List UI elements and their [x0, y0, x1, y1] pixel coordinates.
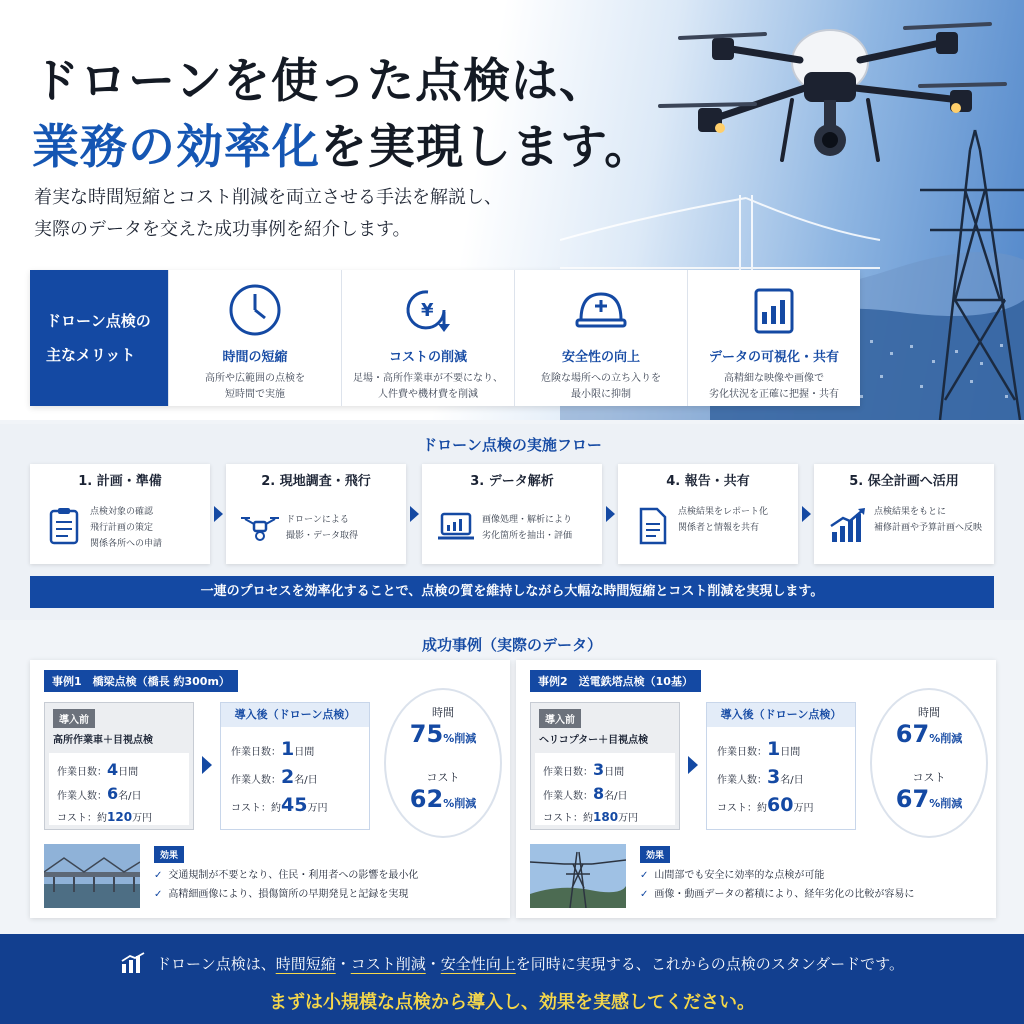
stat-value: 1 — [767, 738, 781, 760]
footer-prefix: ドローン点検は、 — [156, 955, 276, 973]
merits-label: ドローン点検の 主なメリット — [30, 270, 168, 406]
clipboard-icon — [44, 506, 84, 546]
stat-value: 180 — [593, 810, 619, 824]
stat-unit: 名/日 — [604, 791, 628, 802]
stat-cost — [57, 807, 181, 829]
effect-list — [640, 866, 914, 904]
bar-chart-icon — [120, 952, 146, 974]
step-desc: 点検結果をもとに 補修計画や予算計画へ反映 — [874, 507, 983, 533]
cost-reduction-unit: %削減 — [443, 797, 477, 810]
ring-time-value — [386, 720, 500, 753]
effect-item: ✓ 画像・動画データの蓄積により、経年劣化の比較が容易に — [640, 885, 914, 904]
merit-data — [687, 270, 860, 406]
hero-subtitle-line1: 着実な時間短縮とコスト削減を両立させる手法を解説し、 — [34, 187, 502, 208]
footer-banner — [0, 934, 1024, 1024]
flow-steps — [30, 464, 994, 564]
effect-item: ✓ 高精細画像により、損傷箇所の早期発見と記録を実現 — [154, 885, 418, 904]
flow-step-1 — [30, 464, 210, 564]
stat-value: 8 — [593, 784, 605, 803]
flow-step-3 — [422, 464, 602, 564]
merit-safety — [514, 270, 687, 406]
ring-cost-value — [872, 785, 986, 818]
yen-down-icon — [400, 282, 456, 338]
stat-unit: 日間 — [118, 767, 139, 778]
before-stats — [49, 753, 189, 825]
tower-photo — [530, 844, 626, 908]
ring-cost-value — [386, 785, 500, 818]
after-tag: 導入後（ドローン点検） — [221, 703, 369, 727]
step-title: 1. 計画・準備 — [78, 474, 162, 489]
flow-arrow-icon — [602, 464, 618, 564]
footer-highlight-time: 時間短縮 — [275, 955, 336, 973]
cost-reduction-value: 67 — [895, 785, 930, 813]
merits-panel — [30, 270, 860, 406]
ring-time-label: 時間 — [432, 706, 454, 719]
footer-highlight-cost: コスト削減 — [350, 955, 426, 973]
stat-label: 作業日数： — [231, 747, 281, 758]
stat-unit: 日間 — [604, 767, 625, 778]
stat-days — [231, 737, 327, 765]
drone-graphic — [660, 24, 1005, 160]
before-tag: 導入前 — [53, 709, 95, 728]
reduction-ring — [870, 688, 988, 838]
before-tag: 導入前 — [539, 709, 581, 728]
stat-unit: 名/日 — [294, 775, 318, 786]
stat-people — [231, 765, 327, 793]
cost-reduction-unit: %削減 — [929, 797, 963, 810]
stat-value: 1 — [281, 738, 295, 760]
stat-days — [543, 759, 667, 783]
step-desc: 画像処理・解析により 劣化箇所を抽出・評価 — [482, 515, 573, 541]
stat-label: 作業日数： — [717, 747, 767, 758]
hero-title-rest: を実現します。 — [320, 120, 653, 175]
stat-value: 3 — [593, 760, 605, 779]
reduction-ring — [384, 688, 502, 838]
effect-tag: 効果 — [640, 846, 670, 863]
case-before — [44, 702, 194, 830]
clock-icon — [227, 282, 283, 338]
time-reduction-value: 75 — [409, 720, 444, 748]
hero-title-highlight: 業務の効率化 — [32, 120, 320, 175]
helmet-icon — [573, 282, 629, 338]
merit-title: 時間の短縮 — [222, 350, 288, 365]
footer-message — [0, 952, 1024, 974]
report-icon — [632, 506, 672, 546]
case-tag: 事例2 送電鉄塔点検（10基） — [530, 670, 701, 692]
effect-item: ✓ 交通規制が不要となり、住民・利用者への影響を最小化 — [154, 866, 418, 885]
stat-value: 120 — [107, 810, 133, 824]
stat-cost — [231, 793, 327, 821]
stat-value: 3 — [767, 766, 781, 788]
merit-title: データの可視化・共有 — [708, 350, 839, 365]
stat-prefix: 約 — [97, 813, 107, 824]
step-desc: 点検対象の確認 飛行計画の策定 関係各所への申請 — [90, 507, 163, 549]
flow-arrow-icon — [406, 464, 422, 564]
effect-item: ✓ 山間部でも安全に効率的な点検が可能 — [640, 866, 914, 885]
stat-unit: 万円 — [618, 813, 639, 824]
stat-label: コスト： — [57, 813, 97, 824]
drone-icon — [240, 506, 280, 546]
merit-cost — [341, 270, 514, 406]
stat-people — [543, 783, 667, 807]
stat-prefix: 約 — [271, 803, 281, 814]
before-stats — [535, 753, 675, 825]
flow-section — [0, 424, 1024, 620]
step-desc: 点検結果をレポート化 関係者と情報を共有 — [678, 507, 769, 533]
flow-banner: 一連のプロセスを効率化することで、点検の質を維持しながら大幅な時間短縮とコスト削減を実現します。 — [30, 576, 994, 608]
footer-suffix: を同時に実現する、これからの点検のスタンダードです。 — [515, 955, 904, 973]
step-title: 4. 報告・共有 — [666, 474, 750, 489]
growth-chart-icon — [828, 506, 868, 546]
stat-label: 作業日数： — [543, 767, 593, 778]
merit-desc: 危険な場所への立ち入りを 最小限に抑制 — [541, 373, 661, 400]
stat-unit: 万円 — [307, 803, 328, 814]
effect-list — [154, 866, 418, 904]
stat-people — [57, 783, 181, 807]
laptop-chart-icon — [436, 506, 476, 546]
stat-people — [717, 765, 813, 793]
ring-cost-label: コスト — [426, 771, 460, 784]
case-card-2 — [516, 660, 996, 918]
step-desc: ドローンによる 撮影・データ取得 — [286, 515, 359, 541]
footer-separator: ・ — [335, 955, 351, 973]
merit-desc: 足場・高所作業車が不要になり、 人件費や機材費を削減 — [353, 373, 503, 400]
step-title: 2. 現地調査・飛行 — [261, 474, 371, 489]
merit-time — [168, 270, 341, 406]
ring-cost-label: コスト — [912, 771, 946, 784]
footer-separator: ・ — [425, 955, 441, 973]
flow-arrow-icon — [798, 464, 814, 564]
stat-label: 作業人数： — [231, 775, 281, 786]
merit-desc: 高精細な映像や画像で 劣化状況を正確に把握・共有 — [709, 373, 839, 400]
stat-value: 60 — [767, 794, 794, 816]
stat-unit: 万円 — [132, 813, 153, 824]
stat-prefix: 約 — [583, 813, 593, 824]
time-reduction-value: 67 — [895, 720, 930, 748]
stat-label: コスト： — [543, 813, 583, 824]
stat-days — [57, 759, 181, 783]
stat-cost — [543, 807, 667, 829]
stat-value: 2 — [281, 766, 295, 788]
flow-step-5 — [814, 464, 994, 564]
stat-unit: 万円 — [793, 803, 814, 814]
step-title: 5. 保全計画へ活用 — [849, 474, 959, 489]
merit-title: 安全性の向上 — [561, 350, 640, 365]
stat-unit: 日間 — [294, 747, 315, 758]
stat-unit: 名/日 — [118, 791, 142, 802]
case-tag: 事例1 橋梁点検（橋長 約300m） — [44, 670, 238, 692]
stat-label: 作業人数： — [543, 791, 593, 802]
hero-subtitle — [34, 182, 502, 246]
stat-unit: 名/日 — [780, 775, 804, 786]
stat-label: 作業人数： — [57, 791, 107, 802]
hero-title-line2 — [32, 110, 652, 177]
stat-value: 45 — [281, 794, 308, 816]
after-tag: 導入後（ドローン点検） — [707, 703, 855, 727]
effect-tag: 効果 — [154, 846, 184, 863]
cost-reduction-value: 62 — [409, 785, 444, 813]
merit-title: コストの削減 — [388, 350, 467, 365]
stat-unit: 日間 — [780, 747, 801, 758]
footer-cta: まずは小規模な点検から導入し、効果を実感してください。 — [269, 992, 755, 1013]
cases-title: 成功事例（実際のデータ） — [421, 636, 602, 654]
time-reduction-unit: %削減 — [929, 732, 963, 745]
bridge-photo — [44, 844, 140, 908]
case-after — [706, 702, 856, 830]
case-after — [220, 702, 370, 830]
time-reduction-unit: %削減 — [443, 732, 477, 745]
stat-value: 4 — [107, 760, 119, 779]
stat-label: 作業人数： — [717, 775, 767, 786]
stat-value: 6 — [107, 784, 119, 803]
stat-days — [717, 737, 813, 765]
flow-step-4 — [618, 464, 798, 564]
flow-title: ドローン点検の実施フロー — [422, 436, 602, 454]
merit-desc: 高所や広範囲の点検を 短時間で実施 — [205, 373, 305, 400]
before-method: 高所作業車＋目視点検 — [53, 735, 153, 746]
stat-cost — [717, 793, 813, 821]
case-arrow-icon — [688, 756, 698, 774]
case-card-1 — [30, 660, 510, 918]
case-arrow-icon — [202, 756, 212, 774]
stat-label: コスト： — [231, 803, 271, 814]
flow-arrow-icon — [210, 464, 226, 564]
ring-time-label: 時間 — [918, 706, 940, 719]
step-title: 3. データ解析 — [470, 474, 554, 489]
after-stats — [231, 737, 327, 821]
stat-label: コスト： — [717, 803, 757, 814]
ring-time-value — [872, 720, 986, 753]
chart-document-icon — [746, 282, 802, 338]
stat-label: 作業日数： — [57, 767, 107, 778]
svg-text:¥: ¥ — [421, 300, 434, 321]
footer-highlight-safety: 安全性向上 — [440, 955, 516, 973]
before-method: ヘリコプター＋目視点検 — [539, 735, 649, 746]
flow-step-2 — [226, 464, 406, 564]
after-stats — [717, 737, 813, 821]
hero-title-line1: ドローンを使った点検は、 — [32, 54, 608, 109]
case-before — [530, 702, 680, 830]
hero-subtitle-line2: 実際のデータを交えた成功事例を紹介します。 — [34, 219, 411, 240]
stat-prefix: 約 — [757, 803, 767, 814]
